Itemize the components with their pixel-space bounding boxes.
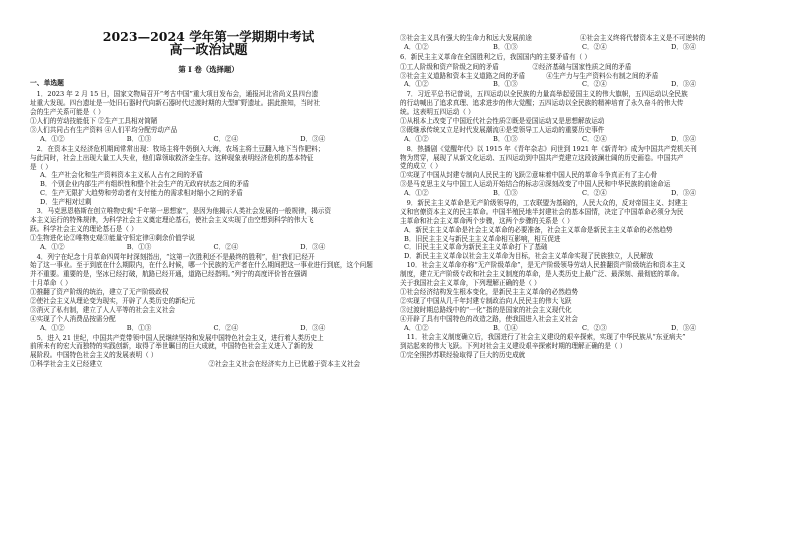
exam-title: 2023—2024 学年第一学期期中考试 [102, 29, 315, 44]
answer-choice: A．①② [404, 80, 429, 89]
answer-choices [400, 135, 760, 144]
question-stem-line: 7．习近平总书记曾说，五四运动以全民族的力量高举起爱国主义的伟大旗帜，五四运动以全民族 [406, 90, 688, 99]
option-line: ①生物进化论②唯物史观③能量守恒定律④剩余价值学说 [30, 233, 195, 242]
question-stem-line: 本主义运行的特殊规律，为科学社会主义奠定理论基石，使社会主义实现了由空想到科学的伟大飞 [30, 215, 314, 224]
question-stem-line: 统。这表明五四运动（ ） [400, 108, 475, 117]
question-stem-line: 十月革命（ ） [30, 279, 72, 288]
answer-choice: B．①③ [126, 242, 152, 251]
option-line: ③消灭了私有制，建立了人人平等的社会主义社会 [30, 305, 176, 314]
question-1 [30, 90, 387, 143]
question-7 [400, 90, 760, 143]
option-line: C．旧民主主义革命为新民主主义革命打下了基础 [404, 243, 548, 252]
question-9 [400, 199, 760, 261]
answer-choices [400, 80, 760, 89]
option-line: A．生产社会化和生产资料资本主义私人占有之间的矛盾 [40, 171, 204, 180]
answer-choice: C．②④ [582, 42, 607, 51]
question-6 [400, 53, 760, 90]
option-line: B．个别企业内部生产有组织性和整个社会生产的无政府状态之间的矛盾 [40, 180, 250, 189]
right-column [400, 34, 760, 360]
answer-choices [400, 43, 760, 52]
option-line: ③过渡时期总路线中的“一化”指的是国家的社会主义现代化 [400, 305, 572, 314]
question-stem-line: 始了这一事业。至于到底在什么期限内，在什么时候，哪一个民族的无产者在什么期间把这一事业进行到底，这个问题 [30, 261, 373, 270]
answer-choice: A．①② [404, 189, 429, 198]
question-stem-line: 跃。科学社会主义的理论基石是（ ） [30, 224, 138, 233]
question-4 [30, 253, 387, 333]
answer-choice: B．①③ [126, 323, 152, 332]
answer-choice: B．①③ [493, 80, 518, 89]
answer-choice: B．①③ [493, 134, 518, 143]
option-line: ①从根本上改变了中国近代社会性质②既是爱国运动又是思想解放运动 [400, 117, 605, 126]
option-line: ①科学社会主义已经建立 [30, 360, 103, 369]
answer-choice: A．①② [404, 323, 429, 332]
answer-choice: A．①② [404, 42, 429, 51]
answer-choice: D．③④ [671, 323, 697, 332]
answer-choice: B．①③ [493, 189, 518, 198]
question-stem-line: 址重大发现。四台遗址是一处旧石器时代向新石器时代过渡时期的大型旷野遗址。据此推知，当时社 [30, 99, 321, 108]
option-line: ①人们的劳动技能低下 ②生产工具相对简陋 [30, 117, 158, 126]
answer-choice: A．①② [40, 242, 65, 251]
answer-choice: A．①② [40, 323, 65, 332]
answer-choice: D．③④ [671, 134, 697, 143]
question-stem-line: 9．新民主主义革命是无产阶级领导的，工农联盟为基础的，人民大众的，反对帝国主义、封建主 [406, 199, 688, 208]
option-line: A．新民主主义革命是社会主义革命的必要准备，社会主义革命是新民主主义革命的必然趋势 [404, 225, 673, 234]
question-stem-line: 展阶段。中国特色社会主义的发展表明（ ） [30, 351, 158, 360]
answer-choice: C．②④ [582, 189, 607, 198]
option-line: ①社会经济结构发生根本变化，是新民主主义革命的必然趋势 [400, 287, 579, 296]
answer-choice: A．①② [40, 134, 65, 143]
question-stem-line: 到站起来的伟大飞跃。下列对社会主义建设艰辛探索时期的理解正确的是（ ） [400, 342, 627, 351]
left-column [30, 0, 387, 369]
question-stem-line: 2．在资本主义经济危机期间常常出现：牧场主将牛奶倒入大海，农场主将土豆翻入地下当作肥料； [36, 144, 325, 153]
question-10 [400, 261, 760, 332]
answer-choice: D．③④ [300, 134, 326, 143]
option-line: B．旧民主主义与新民主主义革命相互影响，相互促进 [404, 234, 561, 243]
answer-choice: C．②④ [213, 134, 239, 143]
question-2 [30, 145, 387, 207]
question-type-heading: 一、单选题 [30, 79, 64, 88]
option-line: D．新民主主义革命以社会主义革命为目标，社会主义革命实现了民族独立，人民解放 [404, 252, 654, 261]
option-row [400, 34, 760, 43]
question-8 [400, 145, 760, 198]
question-stem-line: 党的成立（ ） [400, 162, 442, 171]
question-stem-line: 并不重要。重要的是，坚冰已经打破，航路已经开通，道路已经指明。”列宁的高度评价旨在强调 [30, 270, 308, 279]
answer-choice: B．①③ [493, 42, 518, 51]
question-stem-line: 是（ ） [30, 162, 52, 171]
answer-choice: B．①④ [493, 323, 518, 332]
answer-choices [30, 324, 387, 333]
question-3 [30, 207, 387, 251]
question-stem-line: 主革命和社会主义革命两个步骤，这两个步骤的关系是（ ） [400, 216, 574, 225]
question-stem-line: 的行动喊出了追求真理、追求进步的伟大觉醒；五四运动以全民族的精神培育了永久奋斗的伟大传 [400, 99, 684, 108]
option-line: ②使社会主义从理论变为现实，开辟了人类历史的新纪元 [30, 296, 195, 305]
question-5 [30, 334, 387, 370]
option-line: ④实现了个人消费品按需分配 [30, 314, 116, 323]
question-stem-line: 会的生产关系可能是（ ） [30, 108, 105, 117]
option-line: ②实现了中国从几千年封建专制政治向人民民主的伟大飞跃 [400, 296, 572, 305]
option-line: ①工人阶级和资产阶级之间的矛盾 ②经济基础与国家性质之间的矛盾 [400, 62, 632, 71]
option-line: ①完全照抄苏联经验取得了巨大的历史成就 [400, 351, 526, 360]
answer-choice: C．②④ [213, 323, 239, 332]
option-line: ①实现了中国从封建专制向人民民主的飞跃②意味着中国人民的革命斗争真正有了主心骨 [400, 171, 658, 180]
option-line: ④开辟了具有中国特色的改造之路，使我国进入社会主义社会 [400, 314, 579, 323]
option-line: ②社会主义社会在经济实力上已优越于资本主义社会 [208, 360, 361, 369]
option-line: ④社会主义终将代替资本主义是不可逆转的 [580, 34, 706, 42]
question-stem-line: 1．2023 年 2 月 15 日，国家文物局召开“考古中国”重大项目发布会，通报河北省尚义县四台遗 [36, 90, 319, 99]
answer-choices [400, 324, 760, 333]
question-stem-line: 物为贯穿，展现了从新文化运动、五四运动到中国共产党建立这段波澜壮阔的历史画卷。中国共产 [400, 153, 684, 162]
option-row [30, 360, 387, 369]
exam-subtitle: 高一政治试题 [169, 43, 248, 59]
question-stem-line: 前所未有的宏大而独特的实践创新，取得了举世瞩目的巨大成就，中国特色社会主义进入了新的发 [30, 342, 314, 351]
option-line: C．生产无限扩大趋势和劳动者有支付能力的需求相对缩小之间的矛盾 [40, 189, 243, 198]
answer-choices [400, 189, 760, 198]
option-line: ③社会主义具有强大的生命力和远大发展前途 [400, 34, 532, 42]
answer-choices [30, 135, 387, 144]
question-stem-line: 3．马克思恩格斯在创立唯物史观“千年第一思想家”，是因为他揭示人类社会发展的一般规律，揭示资 [36, 207, 332, 216]
answer-choice: C．②③ [582, 323, 607, 332]
answer-choice: D．③④ [671, 189, 697, 198]
answer-choice: C．②④ [582, 134, 607, 143]
question-stem-line: 5．进入 21 世纪，中国共产党带领中国人民继续坚持和发展中国特色社会主义，进行着人类历史上 [36, 333, 324, 342]
question-stem-line: 义和官僚资本主义的民主革命。中国半殖民地半封建社会的基本国情，决定了中国革命必须分为民 [400, 207, 684, 216]
question-stem-line: 与此同时，社会上出现大量工人失业，他们靠领取救济金生存。这种现象表明经济危机的基本特征 [30, 153, 314, 162]
answer-choice: D．③④ [300, 323, 326, 332]
question-5-continued [400, 34, 760, 52]
answer-choice: D．③④ [300, 242, 326, 251]
option-line: ③是马克思主义与中国工人运动开始结合的标志④深刻改变了中国人民和中华民族的前途命运 [400, 180, 671, 189]
option-line: D．生产相对过剩 [40, 198, 92, 207]
answer-choice: B．①③ [126, 134, 152, 143]
question-stem-line: 关于我国社会主义革命，下列理解正确的是（ ） [400, 279, 541, 288]
answer-choice: D．③④ [671, 80, 697, 89]
question-stem-line: 6．新民主主义革命在全国胜利之后，我国国内的主要矛盾有（ ） [400, 52, 591, 61]
question-stem-line: 10．社会主义革命亦称“无产阶级革命”，是无产阶级领导劳动人民推翻资产阶级统治和资本主义 [406, 261, 686, 270]
question-stem-line: 8．热播剧《觉醒年代》以 1915 年《青年杂志》问世到 1921 年《新青年》成为中国共产党机关刊 [406, 144, 697, 153]
question-stem-line: 4．列宁在纪念十月革命四周年时深刻指出，“这第一次胜利还不是最终的胜利”，但“我们已经开 [36, 252, 315, 261]
option-line: ③社会主义道路和资本主义道路之间的矛盾 ④生产力与生产资料公有制之间的矛盾 [400, 71, 659, 80]
option-line: ③人们共同占有生产资料 ④人们平均分配劳动产品 [30, 126, 178, 135]
question-stem-line: 制度，建立无产阶级专政和社会主义制度的革命，是人类历史上最广泛、最深刻、最彻底的革命。 [400, 270, 684, 279]
section-heading: 第 I 卷（选择题） [178, 65, 239, 75]
answer-choice: D．③④ [671, 42, 697, 51]
answer-choice: A．①② [404, 134, 429, 143]
answer-choices [30, 243, 387, 252]
question-11 [400, 333, 760, 360]
answer-choice: C．②④ [582, 80, 607, 89]
answer-choice: C．②④ [213, 242, 239, 251]
option-line: ①推翻了资产阶级的统治，建立了无产阶级政权 [30, 288, 169, 297]
question-stem-line: 11．社会主义制度确立后，我国进行了社会主义建设的艰辛探索，实现了中华民族从“东亚病夫” [406, 333, 686, 342]
option-line: ③既继承传统又立足时代发展潮流④是党领导工人运动的重要历史事件 [400, 125, 605, 134]
